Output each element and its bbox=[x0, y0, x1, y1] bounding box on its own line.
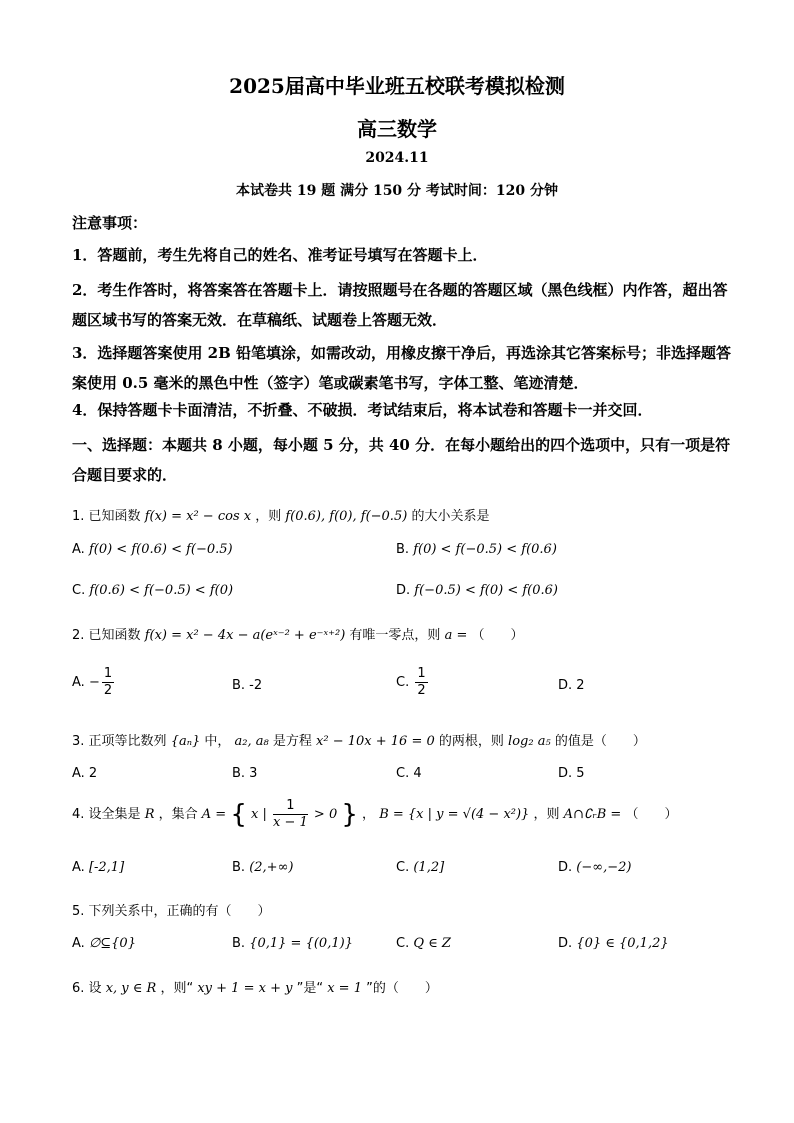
exam-subject: 高三数学 bbox=[357, 117, 437, 141]
q1-option-d: D. f(−0.5) < f(0) < f(0.6) bbox=[396, 583, 558, 598]
q1-option-c: C. f(0.6) < f(−0.5) < f(0) bbox=[72, 583, 234, 598]
right-brace: } bbox=[341, 799, 358, 830]
q3-option-c: C. 4 bbox=[396, 766, 422, 781]
fraction: $\frac{1}{2}$ bbox=[417, 666, 426, 698]
q4-option-c: C. (1,2] bbox=[396, 860, 445, 875]
q5-option-a: A. ∅⊆{0} bbox=[72, 936, 136, 951]
note-item-3: 3．选择题答案使用 2B 铅笔填涂，如需改动，用橡皮擦干净后，再选涂其它答案标号；非选择题答案使用 0.5 毫米的黑色中性（签字）笔或碳素笔书写，字体工整、笔迹清楚． bbox=[72, 344, 732, 392]
q2-option-b: B. -2 bbox=[232, 678, 263, 693]
fraction: $\frac{1}{x - 1}$ bbox=[273, 798, 308, 830]
q5-option-b: B. {0,1} = {(0,1)} bbox=[232, 936, 353, 951]
question-2: 2. 已知函数 f(x) = x² − 4x − a(eˣ⁻² + e⁻ˣ⁺²) 有唯一零点，则 a = （ ） bbox=[72, 628, 524, 643]
q2-option-d: D. 2 bbox=[558, 678, 585, 693]
q4-option-b: B. (2,+∞) bbox=[232, 860, 294, 875]
q3-option-a: A. 2 bbox=[72, 766, 98, 781]
question-1: 1. 已知函数 f(x) = x² − cos x ，则 f(0.6), f(0), f(−0.5) 的大小关系是 bbox=[72, 509, 490, 524]
q4-option-a: A. [-2,1] bbox=[72, 860, 125, 875]
left-brace: { bbox=[230, 799, 247, 830]
q5-option-c: C. Q ∈ Z bbox=[396, 936, 451, 951]
q3-option-d: D. 5 bbox=[558, 766, 585, 781]
exam-date: 2024.11 bbox=[365, 150, 429, 166]
q1-option-b: B. f(0) < f(−0.5) < f(0.6) bbox=[396, 542, 557, 557]
q2-option-a: A. − $\frac{1}{2}$ bbox=[72, 666, 113, 698]
question-5: 5. 下列关系中，正确的有（ ） bbox=[72, 904, 271, 919]
q2-option-c: C. $\frac{1}{2}$ bbox=[396, 666, 426, 698]
q4-option-d: D. (−∞,−2) bbox=[558, 860, 632, 875]
exam-title: 2025届高中毕业班五校联考模拟检测 bbox=[229, 74, 565, 98]
question-3: 3. 正项等比数列 {aₙ} 中， a₂, a₈ 是方程 x² − 10x + 16 = 0 的两根，则 log₂ a₅ 的值是（ ） bbox=[72, 734, 646, 749]
section-heading: 一、选择题：本题共 8 小题，每小题 5 分，共 40 分．在每小题给出的四个选项中，只有一项是符合题目要求的． bbox=[72, 436, 731, 484]
q5-option-d: D. {0} ∈ {0,1,2} bbox=[558, 936, 669, 951]
exam-info: 本试卷共 19 题 满分 150 分 考试时间：120 分钟 bbox=[235, 183, 559, 199]
question-6: 6. 设 x, y ∈ R ，则“ xy + 1 = x + y ”是“ x = 1 ”的（ ） bbox=[72, 981, 438, 996]
note-item-2: 2．考生作答时，将答案答在答题卡上．请按照题号在各题的答题区域（黑色线框）内作答，超出答题区域书写的答案无效．在草稿纸、试题卷上答题无效． bbox=[72, 281, 728, 329]
note-item-4: 4．保持答题卡卡面清洁，不折叠、不破损．考试结束后，将本试卷和答题卡一并交回． bbox=[72, 401, 653, 419]
notes-heading: 注意事项： bbox=[72, 214, 148, 232]
note-item-1: 1．答题前，考生先将自己的姓名、准考证号填写在答题卡上． bbox=[72, 246, 488, 264]
fraction: $\frac{1}{2}$ bbox=[103, 666, 113, 698]
question-4: 4. 设全集是 R ，集合 A = { x | $\frac{1}{x - 1}$ > 0 } ， B = {x | y = √(4 − x²)} ，则 A∩∁ᵣB = （ ） bbox=[72, 798, 678, 830]
q1-option-a: A. f(0) < f(0.6) < f(−0.5) bbox=[72, 542, 233, 557]
q3-option-b: B. 3 bbox=[232, 766, 258, 781]
